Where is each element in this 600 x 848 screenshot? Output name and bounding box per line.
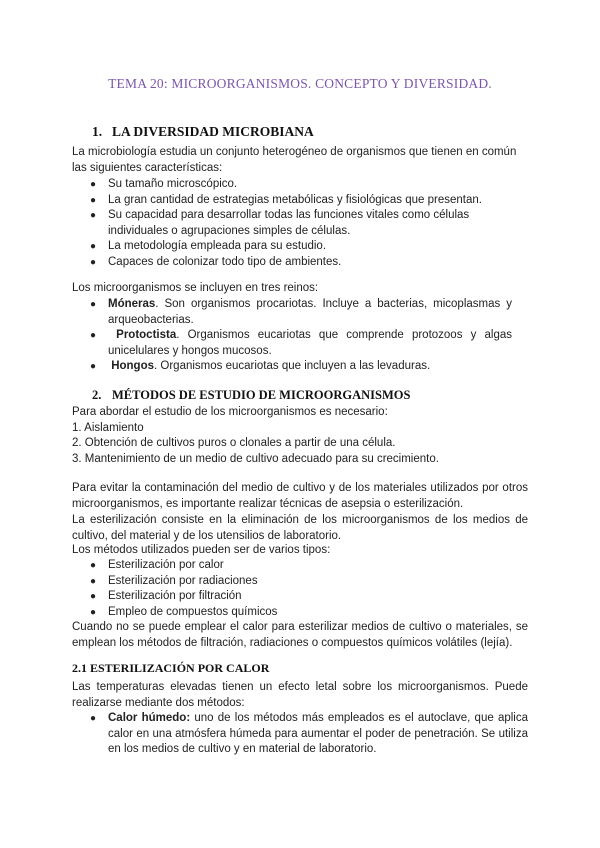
list-item: ● Protoctista. Organismos eucariotas que comprende protozoos y algas unicelulares y hongos mucosos. — [90, 329, 512, 357]
sterilization-definition: La esterilización consiste en la eliminación de los microorganismos de los medios de cultivo, del material y de los utensilios de laboratorio. — [72, 514, 528, 542]
methods-intro: Los métodos utilizados pueden ser de varios tipos: — [72, 544, 331, 556]
asepsia-paragraph: Para evitar la contaminación del medio de cultivo y de los materiales utilizados por otros microorganismos, es importante realizar técnicas de asepsia o esterilización. — [72, 482, 528, 510]
bullet-icon: ● — [90, 299, 97, 310]
section-2-intro: Para abordar el estudio de los microorganismos es necesario: — [72, 406, 388, 418]
list-item: ● Hongos. Organismos eucariotas que incluyen a las levaduras. — [72, 359, 512, 375]
bullet-icon: ● — [90, 179, 97, 190]
section-1-intro: La microbiología estudia un conjunto heterogéneo de organismos que tienen en común las siguientes características: — [72, 146, 517, 174]
section-2-1-heading: 2.1 ESTERILIZACIÓN POR CALOR — [72, 661, 270, 675]
section-2-number: 2. — [92, 388, 102, 402]
list-item: ● Empleo de compuestos químicos — [72, 605, 512, 621]
list-item: ● La metodología empleada para su estudio. — [72, 239, 512, 255]
heat-methods-list — [72, 711, 528, 758]
bullet-icon: ● — [90, 575, 97, 587]
step-3: 3. Mantenimiento de un medio de cultivo adecuado para su crecimiento. — [72, 453, 439, 465]
bullet-icon: ● — [90, 606, 97, 618]
section-1-heading — [92, 124, 314, 140]
bullet-icon: ● — [90, 256, 97, 268]
bullet-icon: ● — [90, 560, 97, 571]
characteristics-list — [72, 177, 512, 271]
section-2-heading — [92, 388, 410, 403]
bullet-icon: ● — [90, 591, 97, 603]
section-2-title: MÉTODOS DE ESTUDIO DE MICROORGANISMOS — [112, 388, 411, 402]
bullet-icon: ● — [90, 194, 97, 206]
list-item: ● Esterilización por radiaciones — [72, 574, 512, 590]
bullet-icon: ● — [90, 713, 97, 724]
list-item: ● Su tamaño microscópico. — [72, 177, 512, 193]
list-item: ● La gran cantidad de estrategias metabólicas y fisiológicas que presentan. — [72, 193, 512, 209]
kingdoms-list — [72, 297, 512, 375]
sterilization-methods-list — [72, 558, 512, 620]
list-item: ● Su capacidad para desarrollar todas las funciones vitales como células individuales o agrupaciones simples de células. — [90, 209, 470, 237]
bullet-icon: ● — [90, 361, 97, 373]
list-item: ● Capaces de colonizar todo tipo de ambientes. — [72, 255, 512, 271]
list-item: ● Móneras. Son organismos procariotas. Incluye a bacterias, micoplasmas y arqueobacterias. — [90, 298, 512, 326]
list-item: ● Esterilización por filtración — [72, 589, 512, 605]
section-1-title: LA DIVERSIDAD MICROBIANA — [112, 124, 314, 139]
step-2: 2. Obtención de cultivos puros o clonales a partir de una célula. — [72, 437, 396, 449]
bullet-icon: ● — [90, 330, 97, 342]
bullet-icon: ● — [90, 210, 97, 222]
list-item: ● Calor húmedo: uno de los métodos más empleados es el autoclave, que aplica calor en una atmósfera húmeda para aumentar el poder de penetración. Se utiliza en los medios de cultivo y en material de laboratorio. — [90, 712, 528, 756]
kingdoms-intro: Los microorganismos se incluyen en tres reinos: — [72, 282, 319, 294]
alternative-methods-paragraph: Cuando no se puede emplear el calor para esterilizar medios de cultivo o materiales, se emplean los métodos de filtración, radiaciones o compuestos químicos volátiles (lejía). — [72, 621, 528, 649]
document-title: TEMA 20: MICROORGANISMOS. CONCEPTO Y DIVERSIDAD. — [108, 76, 492, 91]
section-1-number: 1. — [92, 124, 103, 139]
list-item: ● Esterilización por calor — [72, 558, 512, 574]
bullet-icon: ● — [90, 241, 97, 253]
section-2-1-intro: Las temperaturas elevadas tienen un efecto letal sobre los microorganismos. Puede realizarse mediante dos métodos: — [72, 681, 528, 709]
step-1: 1. Aislamiento — [72, 422, 144, 434]
